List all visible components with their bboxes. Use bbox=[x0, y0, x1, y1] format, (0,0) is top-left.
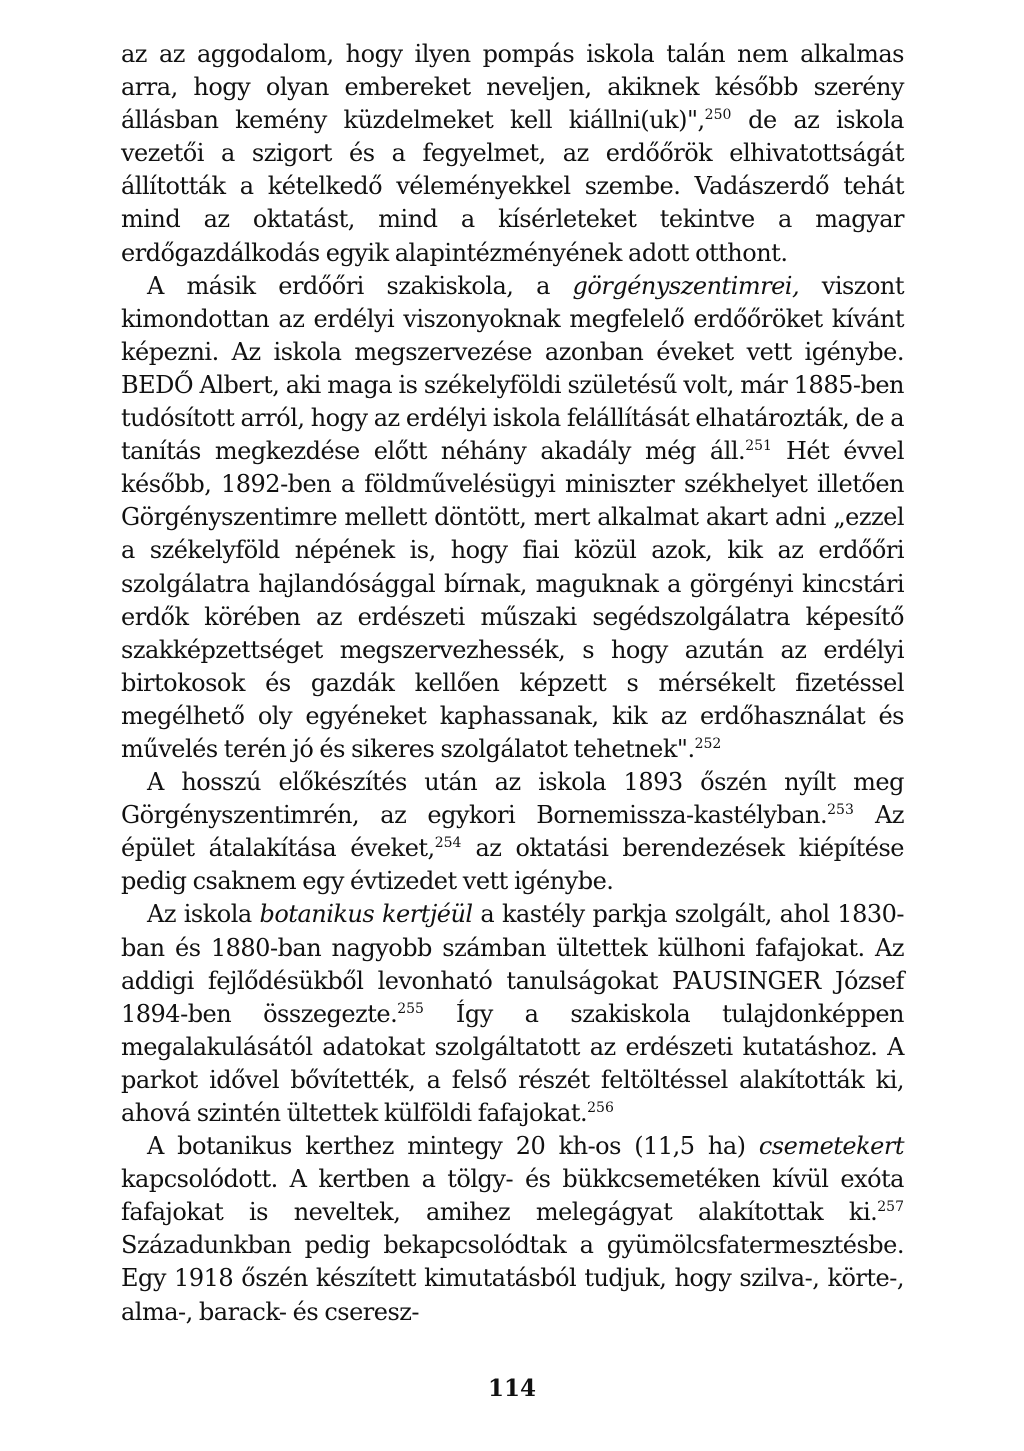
footnote-ref: 254 bbox=[434, 835, 462, 852]
italic-text: botanikus kertjéül bbox=[259, 900, 473, 929]
paragraph bbox=[121, 1130, 904, 1329]
text-run: kapcsolódott. A kertben a tölgy- és bükkcsemetéken kívül exóta fafajokat is neveltek, amihez melegágyat alakítottak ki. bbox=[121, 1165, 904, 1227]
text-run: de az iskola vezetői a szigort és a fegyelmet, az erdőőrök elhivatottságát állították a kételkedő véleményekkel szembe. Vadászerdő tehát mind az oktatást, mind a kísérleteket tekintve a magyar erdőgazdálkodás egyik alapintézményének adott otthont. bbox=[121, 106, 904, 267]
footnote-ref: 253 bbox=[827, 802, 854, 819]
footnote-ref: 256 bbox=[587, 1100, 614, 1116]
text-run: viszont kimondottan az erdélyi viszonyoknak megfelelő erdőőröket kívánt képezni. Az iskola megszervezése azonban éveket vett igénybe. BEDŐ Albert, aki maga is székelyföldi születésű volt, már 1885-ben tudósított arról, hogy az erdélyi iskola felállítását elhatározták, de a tanítás megkezdése előtt néhány akadály még áll. bbox=[121, 271, 904, 466]
paragraph bbox=[121, 270, 904, 766]
paragraph bbox=[121, 766, 904, 898]
text-run: Így a szakiskola tulajdonképpen megalakulásától adatokat szolgáltatott az erdészeti kutatáshoz. A parkot idővel bővítették, a felső részét feltöltéssel alakították ki, ahová szintén ültettek külföldi fafajokat. bbox=[121, 999, 904, 1127]
footnote-ref: 257 bbox=[877, 1199, 904, 1216]
text-run: az az aggodalom, hogy ilyen pompás iskola talán nem alkalmas arra, hogy olyan embereket neveljen, akiknek később szerény állásban kemény küzdelmeket kell kiállni(uk)", bbox=[121, 40, 904, 135]
page-body bbox=[121, 38, 904, 1329]
text-run: az oktatási berendezések kiépítése pedig csaknem egy évtizedet vett igénybe. bbox=[121, 834, 904, 896]
text-run: A botanikus kerthez mintegy 20 kh-os (11,5 ha) bbox=[147, 1132, 759, 1161]
footnote-ref: 255 bbox=[397, 1000, 424, 1017]
page-number: 114 bbox=[487, 1375, 536, 1402]
text-run: Századunkban pedig bekapcsolódtak a gyümölcsfatermesztésbe. Egy 1918 őszén készített kimutatásból tudjuk, hogy szilva-, körte-, alma-, barack- és cseresz- bbox=[121, 1231, 904, 1326]
footnote-ref: 252 bbox=[694, 735, 722, 752]
text-run: Az iskola bbox=[147, 900, 260, 929]
text-run: Hét évvel később, 1892-ben a földművelésügyi miniszter székhelyet illetően Görgényszentimre mellett döntött, mert alkalmat akart adni „ezzel a székelyföld népének is, hogy fiai közül azok, kik az erdőőri szolgálatra hajlandósággal bírnak, maguknak a görgényi kincstári erdők körében az erdészeti műszaki segédszolgálatra képesítő szakképzettséget megszervezhessék, s hogy azután az erdélyi birtokosok és gazdák kellően képzett s mérsékelt fizetéssel megélhető oly egyéneket kaphassanak, kik az erdőhasználat és művelés terén jó és sikeres szolgálatot tehetnek". bbox=[121, 437, 904, 763]
paragraph bbox=[121, 38, 904, 270]
italic-text: görgényszentimrei, bbox=[572, 271, 800, 300]
text-run: Az épület átalakítása éveket, bbox=[121, 801, 904, 863]
footnote-ref: 251 bbox=[745, 438, 772, 455]
text-run: A hosszú előkészítés után az iskola 1893 őszén nyílt meg Görgényszentimrén, az egykori Bornemissza-kastélyban. bbox=[121, 768, 904, 830]
italic-text: csemetekert bbox=[758, 1132, 904, 1161]
footnote-ref: 250 bbox=[704, 107, 732, 124]
text-run: A másik erdőőri szakiskola, a bbox=[147, 271, 573, 300]
paragraph bbox=[121, 898, 904, 1130]
text-run: a kastély parkja szolgált, ahol 1830-ban és 1880-ban nagyobb számban ültettek külhoni fafajokat. Az addigi fejlődésükből levonható tanulságokat PAUSINGER József 1894-ben összegezte. bbox=[121, 900, 904, 1028]
